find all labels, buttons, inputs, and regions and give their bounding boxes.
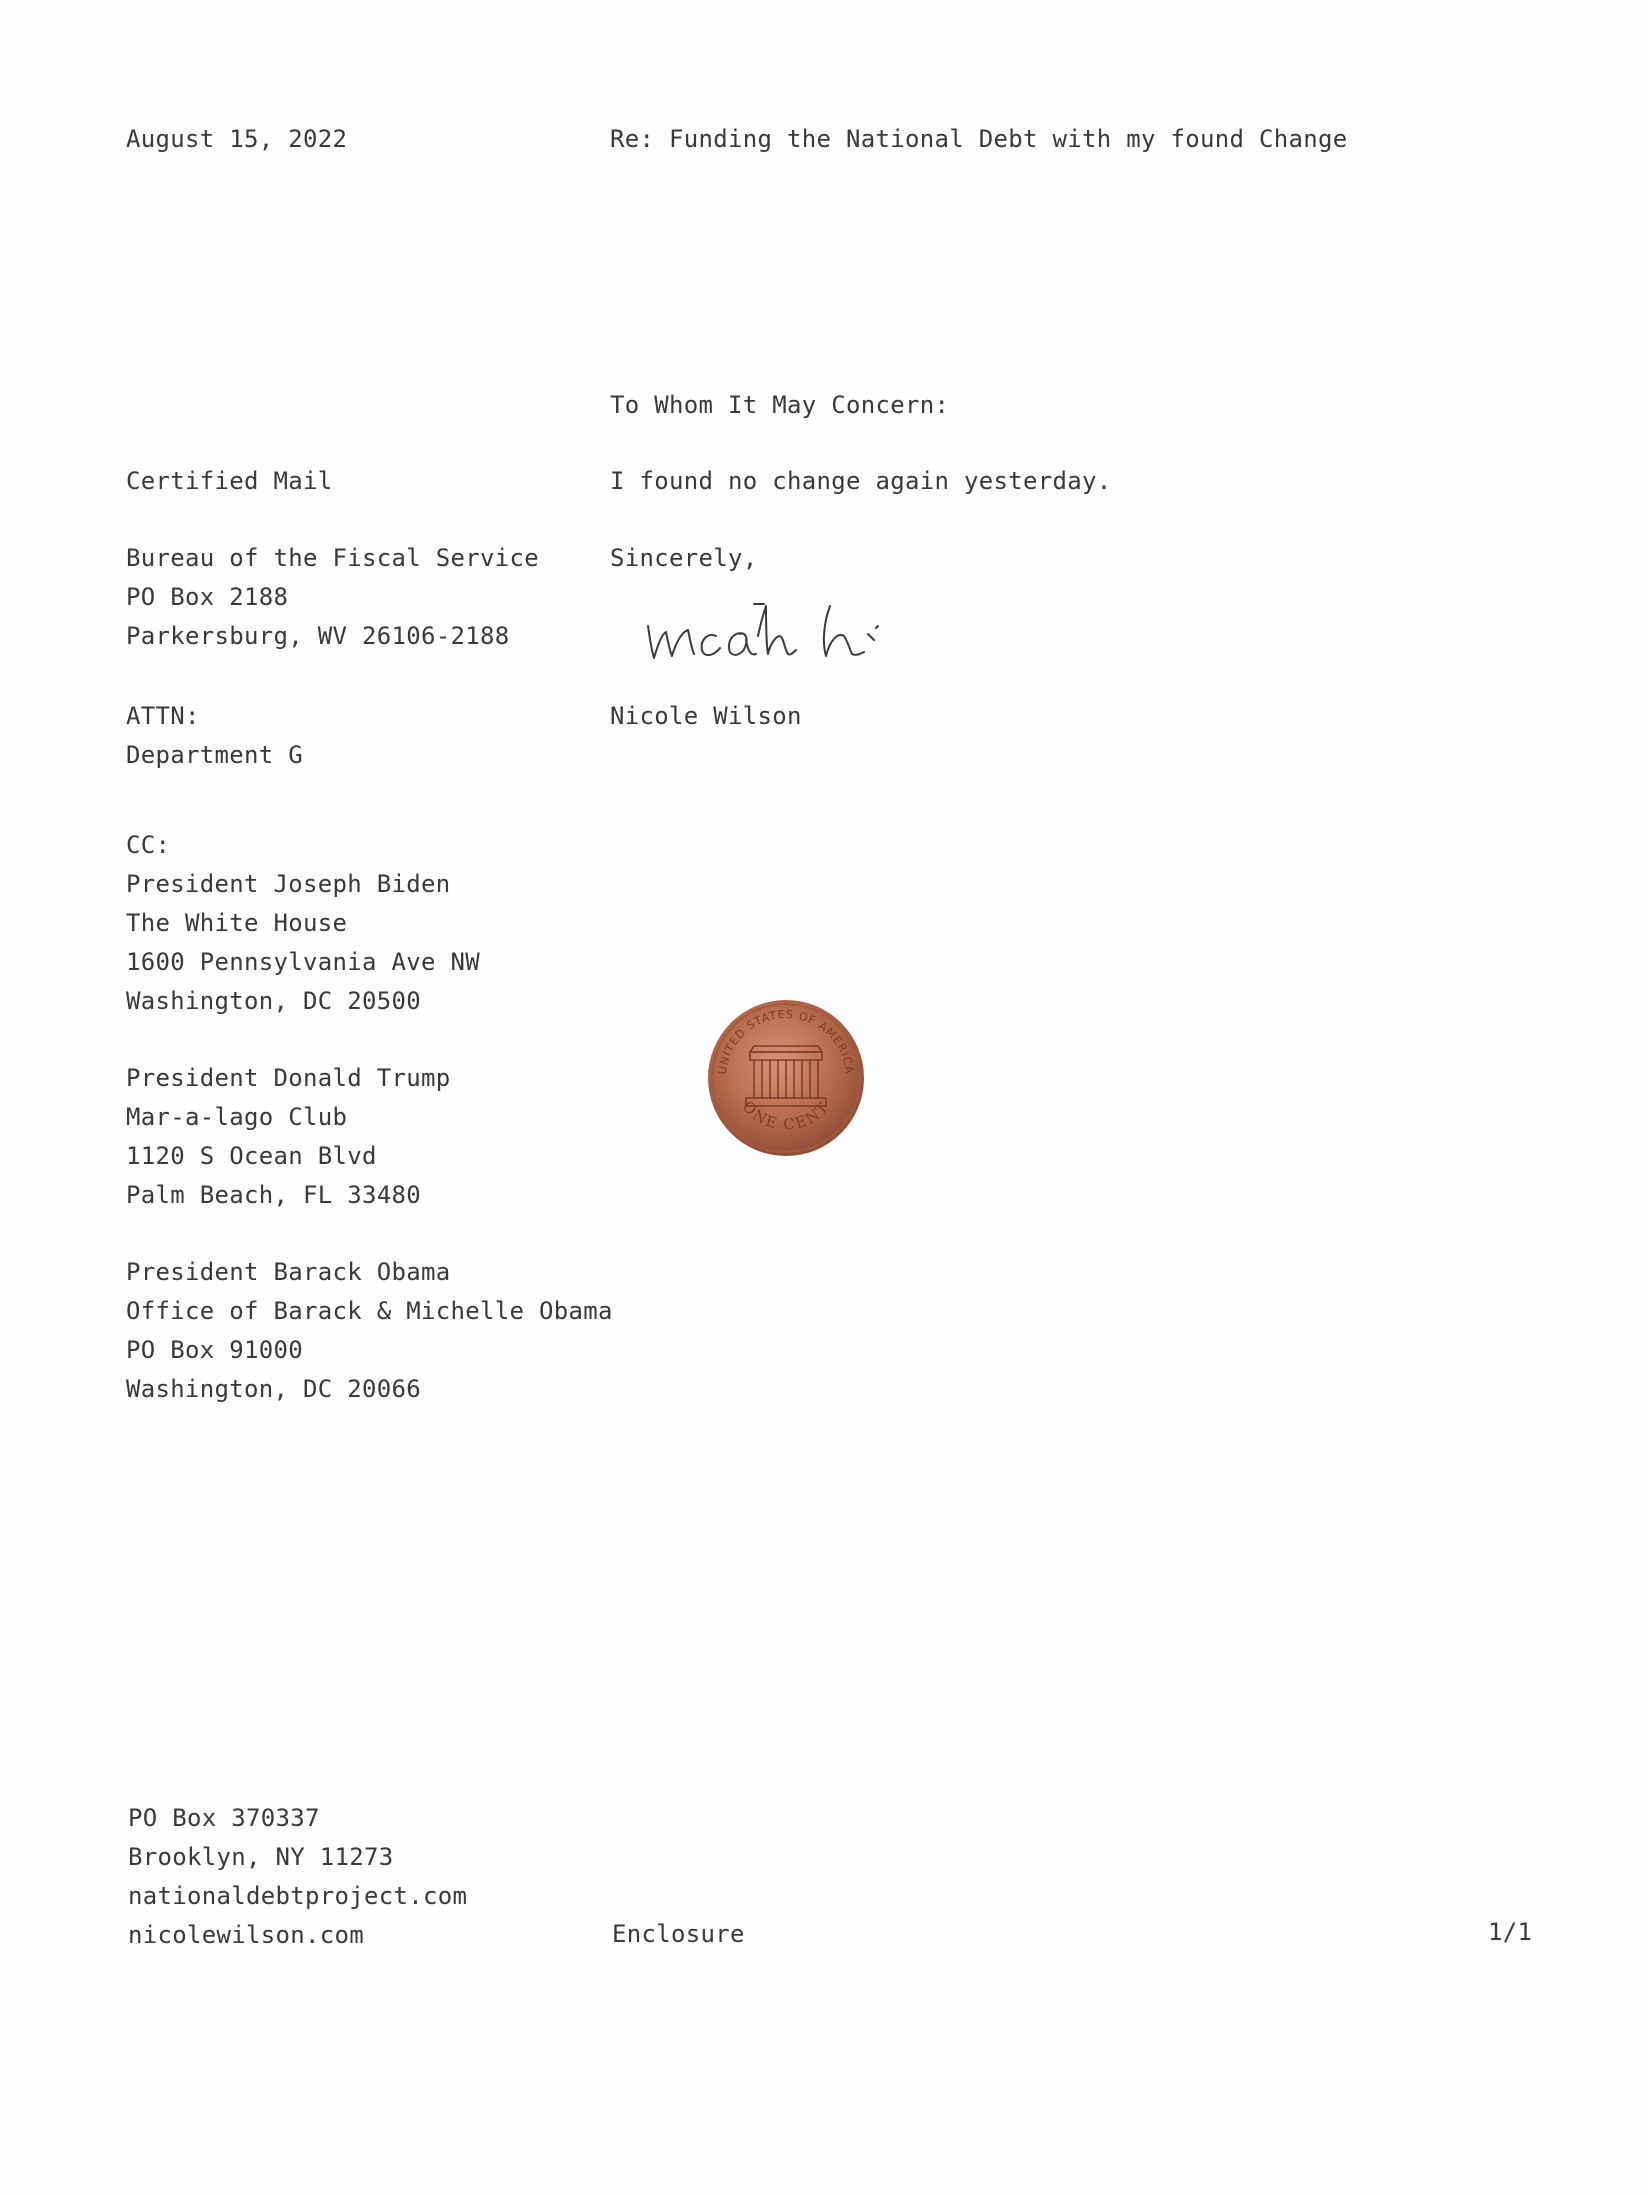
return-address: [128, 1799, 467, 1955]
cc-line: 1600 Pennsylvania Ave NW: [126, 948, 480, 976]
cc-line: 1120 S Ocean Blvd: [126, 1142, 377, 1170]
letter-date: August 15, 2022: [126, 125, 348, 153]
cc-line: Office of Barack & Michelle Obama: [126, 1297, 613, 1325]
cc-line: PO Box 91000: [126, 1336, 303, 1364]
cc-line: President Joseph Biden: [126, 870, 451, 898]
penny-image: [698, 990, 874, 1166]
subject-line: Re: Funding the National Debt with my found Change: [610, 125, 1348, 153]
enclosure-note: Enclosure: [612, 1920, 745, 1948]
closing: Sincerely,: [610, 544, 758, 572]
attn-label: ATTN:: [126, 702, 200, 730]
recipient-line: PO Box 2188: [126, 583, 289, 611]
cc-line: Mar-a-lago Club: [126, 1103, 348, 1131]
signature-name: Nicole Wilson: [610, 702, 802, 730]
cc-line: Washington, DC 20500: [126, 987, 421, 1015]
delivery-method: Certified Mail: [126, 467, 333, 495]
signature-image: [640, 592, 960, 672]
cc-line: President Barack Obama: [126, 1258, 451, 1286]
page-number: 1/1: [1488, 1918, 1533, 1946]
letter-body: I found no change again yesterday.: [610, 467, 1112, 495]
cc-block: [126, 826, 480, 1021]
return-address-line: nicolewilson.com: [128, 1921, 364, 1949]
cc-recipient-3: [126, 1253, 613, 1409]
cc-line: President Donald Trump: [126, 1064, 451, 1092]
coin-inscription-top: UNITED STATES OF AMERICA: [716, 1007, 856, 1076]
recipient-line: Bureau of the Fiscal Service: [126, 544, 539, 572]
cc-line: Washington, DC 20066: [126, 1375, 421, 1403]
recipient-address: [126, 539, 539, 656]
cc-line: Palm Beach, FL 33480: [126, 1181, 421, 1209]
return-address-line: Brooklyn, NY 11273: [128, 1843, 394, 1871]
return-address-line: nationaldebtproject.com: [128, 1882, 468, 1910]
cc-recipient-2: [126, 1059, 450, 1215]
cc-label: CC:: [126, 831, 171, 859]
salutation: To Whom It May Concern:: [610, 391, 950, 419]
cc-line: The White House: [126, 909, 348, 937]
recipient-line: Parkersburg, WV 26106-2188: [126, 622, 510, 650]
coin-inscription-bottom: ONE CENT: [738, 1097, 834, 1134]
attn-block: [126, 697, 303, 775]
attn-value: Department G: [126, 741, 303, 769]
return-address-line: PO Box 370337: [128, 1804, 320, 1832]
